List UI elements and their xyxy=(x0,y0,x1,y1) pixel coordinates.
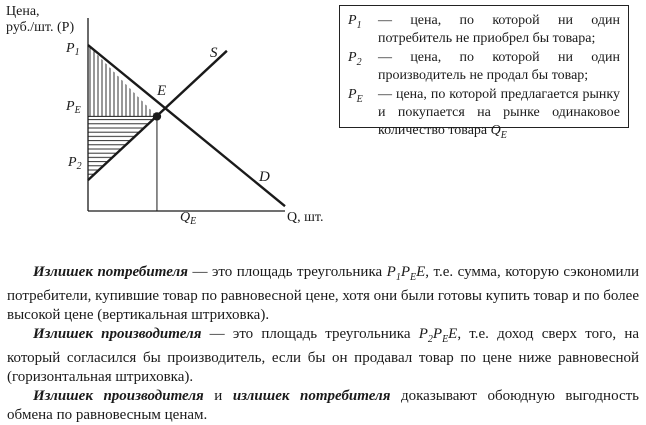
paragraph-text: , т.е. доход сверх того, на который согласился бы производитель, если бы он продавал товар по цене ниже равновесной (горизонтальная штриховка). xyxy=(7,326,639,385)
paragraph-text: , т.е. сумма, которую сэкономили потребители, купившие товар по равновесной цене, хотя они были готовы купить товар и по более высокой цене (вертикальная штриховка). xyxy=(7,264,639,323)
conclusion-paragraph xyxy=(7,387,639,425)
producer-surplus-paragraph xyxy=(7,325,639,387)
y-axis-label-line1: Цена, xyxy=(6,4,40,19)
explanation-text xyxy=(7,263,639,425)
producer-surplus-term-2: Излишек производителя xyxy=(33,388,204,404)
paragraph-text: — это площадь треугольника xyxy=(201,326,419,342)
paragraph-text: — это площадь треугольника xyxy=(187,264,387,280)
p2-label: $P_2$ xyxy=(68,155,82,172)
paragraph-text: и xyxy=(203,388,233,404)
demand-label: D xyxy=(259,169,270,185)
triangle-p1pee: $P_1P_EE$ xyxy=(386,264,426,283)
p1-label: $P_1$ xyxy=(66,41,80,58)
surplus-diagram xyxy=(0,0,340,255)
equilibrium-point xyxy=(153,112,161,120)
x-axis-label: Q, шт. xyxy=(287,210,324,225)
supply-label: S xyxy=(210,45,218,61)
legend-text: — цена, по которой ни один производитель не продал бы товар; xyxy=(378,50,620,83)
consumer-surplus-term: Излишек потребителя xyxy=(33,264,188,280)
legend-symbol: $P_2$ xyxy=(348,50,362,68)
legend-item-p2 xyxy=(348,49,620,85)
legend-symbol: $P_E$ xyxy=(348,87,363,105)
pe-label: $P_E$ xyxy=(66,99,81,116)
y-axis-label-line2: руб./шт. (P) xyxy=(6,20,75,35)
legend-item-p1 xyxy=(348,12,620,48)
legend-symbol: $P_1$ xyxy=(348,13,362,31)
legend-tail-symbol: $Q_E$ xyxy=(490,123,507,141)
producer-surplus-term: Излишек производителя xyxy=(33,326,202,342)
qe-label: $Q_E$ xyxy=(180,210,197,227)
legend-text: — цена, по которой предлагается рынку и покупается на рынке одинаковое количество товара xyxy=(378,87,620,138)
legend-item-pe xyxy=(348,86,620,145)
legend-text: — цена, по которой ни один потребитель не приобрел бы товара; xyxy=(378,13,620,46)
equilibrium-label: E xyxy=(157,83,167,99)
consumer-surplus-term-2: излишек потребителя xyxy=(232,388,391,404)
consumer-surplus-paragraph xyxy=(7,263,639,325)
paragraph-text: доказывают обоюдную выгодность обмена по равновесным ценам. xyxy=(7,388,640,423)
legend-box xyxy=(339,5,629,141)
consumer-surplus-area xyxy=(88,45,157,116)
triangle-p2pee: $P_2P_EE$ xyxy=(418,326,458,345)
